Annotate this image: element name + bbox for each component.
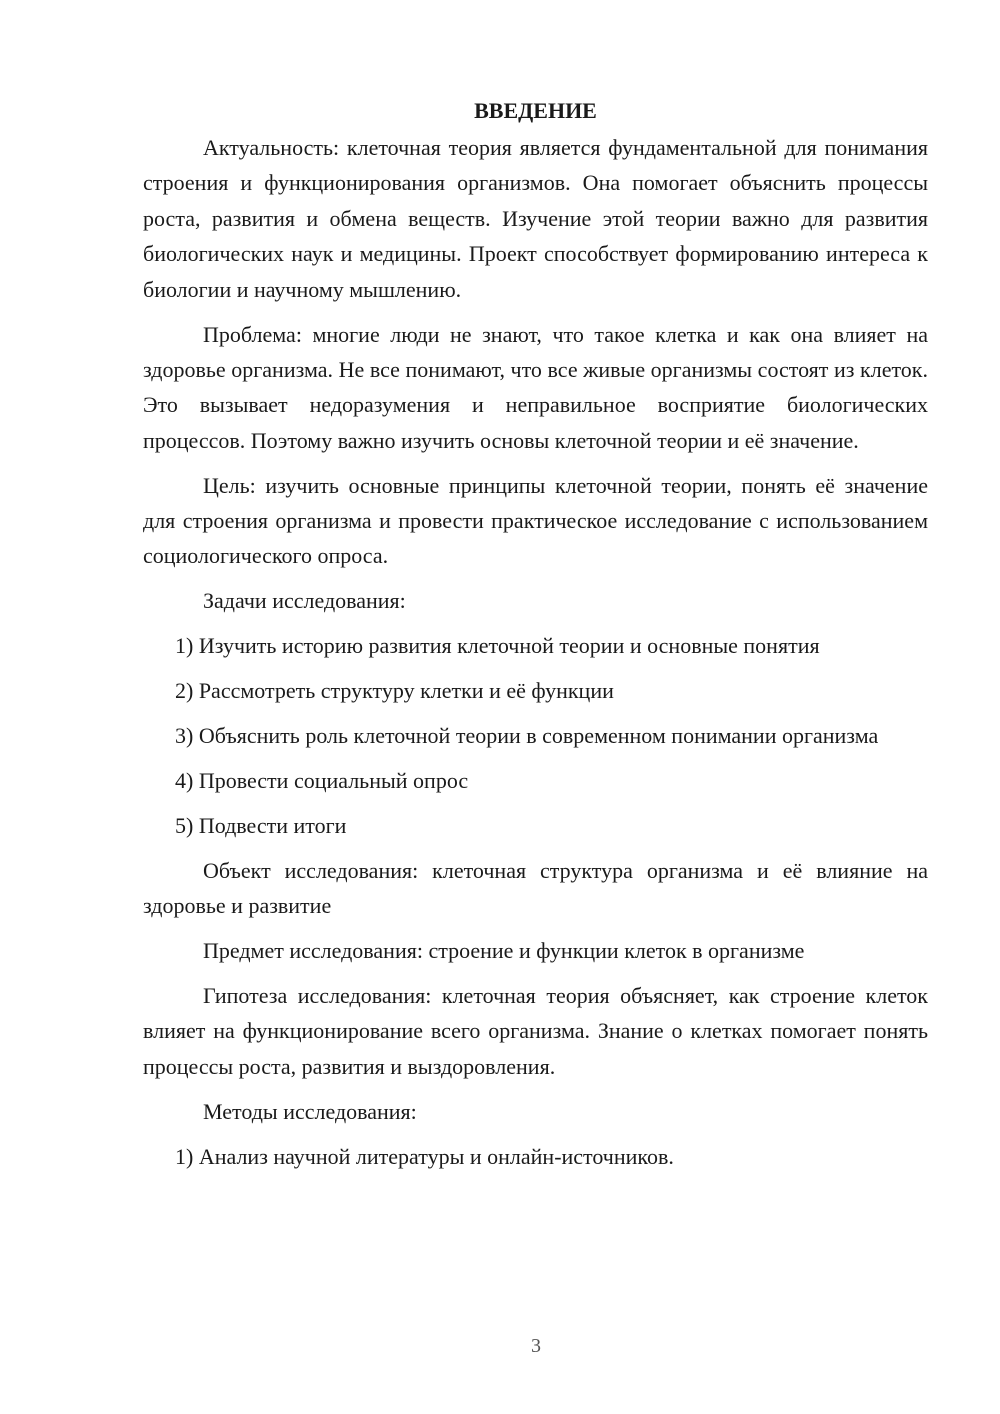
task-item: 2) Рассмотреть структуру клетки и её функции (175, 678, 614, 704)
task-item: 5) Подвести итоги (175, 812, 347, 838)
subject-paragraph: Предмет исследования: строение и функции клеток в организме (203, 938, 805, 964)
object-paragraph: Объект исследования: клеточная структура организма и её влияние на здоровье и развитие (143, 857, 928, 919)
task-item: 1) Изучить историю развития клеточной теории и основные понятия (175, 633, 820, 659)
hypothesis-paragraph: Гипотеза исследования: клеточная теория объясняет, как строение клеток влияет на функционирование всего организма. Знание о клетках помогает понять процессы роста, развития и выздоровления. (143, 983, 928, 1079)
relevance-paragraph: Актуальность: клеточная теория является фундаментальной для понимания строения и функционирования организмов. Она помогает объяснить процессы роста, развития и обмена веществ. Изучение этой теории важно для развития биологических наук и медицины. Проект способствует формированию интереса к биологии и научному мышлению. (143, 135, 928, 302)
goal-paragraph: Цель: изучить основные принципы клеточной теории, понять её значение для строения организма и провести практическое исследование с использованием социологического опроса. (143, 472, 928, 569)
task-item: 3) Объяснить роль клеточной теории в современном понимании организма (175, 723, 879, 749)
page-number: 3 (531, 1335, 541, 1357)
section-title: ВВЕДЕНИЕ (474, 98, 597, 123)
task-item: 4) Провести социальный опрос (175, 768, 469, 793)
tasks-heading: Задачи исследования: (203, 588, 406, 614)
problem-paragraph: Проблема: многие люди не знают, что такое клетка и как она влияет на здоровье организма. Не все понимают, что все живые организмы состоят из клеток. Это вызывает недоразумения и неправильное восприятие биологических процессов. Поэтому важно изучить основы клеточной теории и её значение. (143, 321, 928, 453)
document-page (143, 94, 928, 1184)
method-item: 1) Анализ научной литературы и онлайн-источников. (175, 1143, 674, 1169)
methods-heading: Методы исследования: (203, 1098, 417, 1124)
